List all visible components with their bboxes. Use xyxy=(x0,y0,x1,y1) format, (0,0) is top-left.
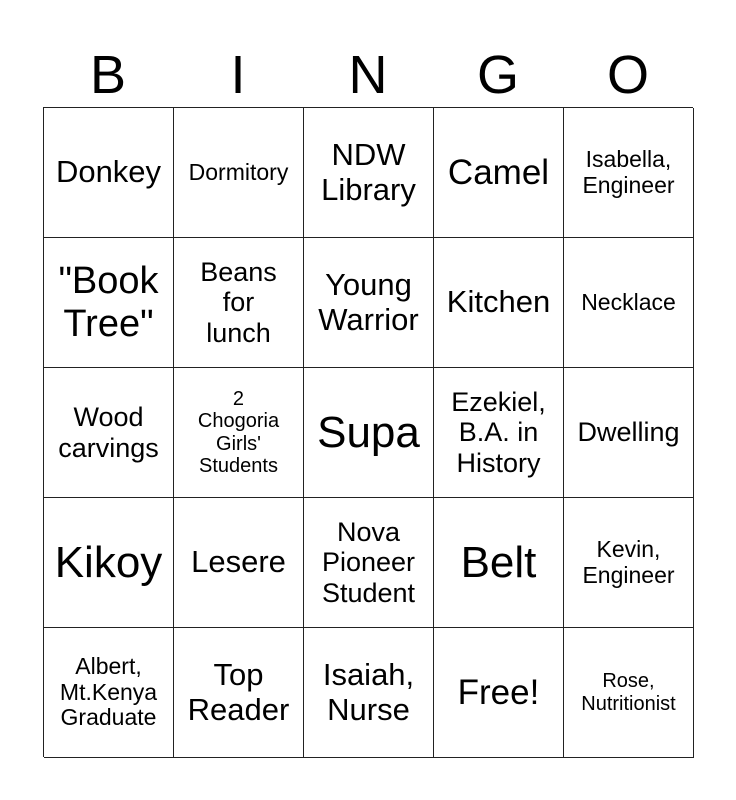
cell-label: 2 Chogoria Girls' Students xyxy=(197,387,280,477)
cell-label: Isabella, Engineer xyxy=(582,145,675,198)
cell-label: Dormitory xyxy=(188,158,289,185)
cell-label: Beans for lunch xyxy=(200,257,277,348)
bingo-cell[interactable] xyxy=(304,238,434,368)
bingo-cell[interactable] xyxy=(564,368,694,498)
header-letter-g: G xyxy=(476,45,519,105)
bingo-cell[interactable] xyxy=(304,368,434,498)
cell-label: Camel xyxy=(447,152,550,192)
cell-label: Necklace xyxy=(581,288,676,315)
bingo-cell[interactable] xyxy=(564,498,694,628)
cell-label: Nova Pioneer Student xyxy=(321,517,416,608)
header-letter-b: B xyxy=(89,45,127,105)
cell-label: Lesere xyxy=(191,544,286,580)
bingo-cell[interactable] xyxy=(434,498,564,628)
cell-label: Kikoy xyxy=(54,537,163,587)
header-letter-n: N xyxy=(348,45,388,105)
bingo-cell[interactable] xyxy=(564,628,694,758)
bingo-cell[interactable] xyxy=(174,108,304,238)
bingo-cell[interactable] xyxy=(44,368,174,498)
bingo-cell[interactable] xyxy=(174,498,304,628)
cell-label: Kevin, Engineer xyxy=(582,535,675,588)
cell-label: Free! xyxy=(457,672,540,712)
bingo-cell[interactable] xyxy=(174,238,304,368)
free-space-cell[interactable] xyxy=(434,628,564,758)
bingo-cell[interactable] xyxy=(174,628,304,758)
cell-label: Young Warrior xyxy=(318,266,419,337)
bingo-cell[interactable] xyxy=(44,108,174,238)
cell-label: Dwelling xyxy=(577,417,680,448)
cell-label: Rose, Nutritionist xyxy=(581,670,676,715)
cell-label: Isaiah, Nurse xyxy=(322,656,415,727)
bingo-cell[interactable] xyxy=(304,498,434,628)
cell-label: Top Reader xyxy=(187,656,290,727)
cell-label: Wood carvings xyxy=(58,402,159,463)
bingo-cell[interactable] xyxy=(44,498,174,628)
bingo-cell[interactable] xyxy=(434,368,564,498)
bingo-cell[interactable] xyxy=(564,108,694,238)
bingo-cell[interactable] xyxy=(174,368,304,498)
cell-label: Donkey xyxy=(55,154,162,190)
cell-label: NDW Library xyxy=(321,136,416,207)
bingo-header xyxy=(43,45,693,105)
cell-label: Kitchen xyxy=(446,284,551,320)
header-letter-o: O xyxy=(606,45,649,105)
bingo-cell[interactable] xyxy=(304,628,434,758)
cell-label: Belt xyxy=(460,537,537,587)
bingo-cell[interactable] xyxy=(434,238,564,368)
bingo-cell[interactable] xyxy=(564,238,694,368)
cell-label: Albert, Mt.Kenya Graduate xyxy=(59,652,158,731)
cell-label: "Book Tree" xyxy=(58,259,159,345)
cell-label: Supa xyxy=(317,407,420,457)
header-letter-i: I xyxy=(230,45,246,105)
bingo-card xyxy=(43,107,693,757)
cell-label: Ezekiel, B.A. in History xyxy=(451,387,546,478)
bingo-cell[interactable] xyxy=(434,108,564,238)
bingo-cell[interactable] xyxy=(44,238,174,368)
bingo-cell[interactable] xyxy=(304,108,434,238)
bingo-cell[interactable] xyxy=(44,628,174,758)
